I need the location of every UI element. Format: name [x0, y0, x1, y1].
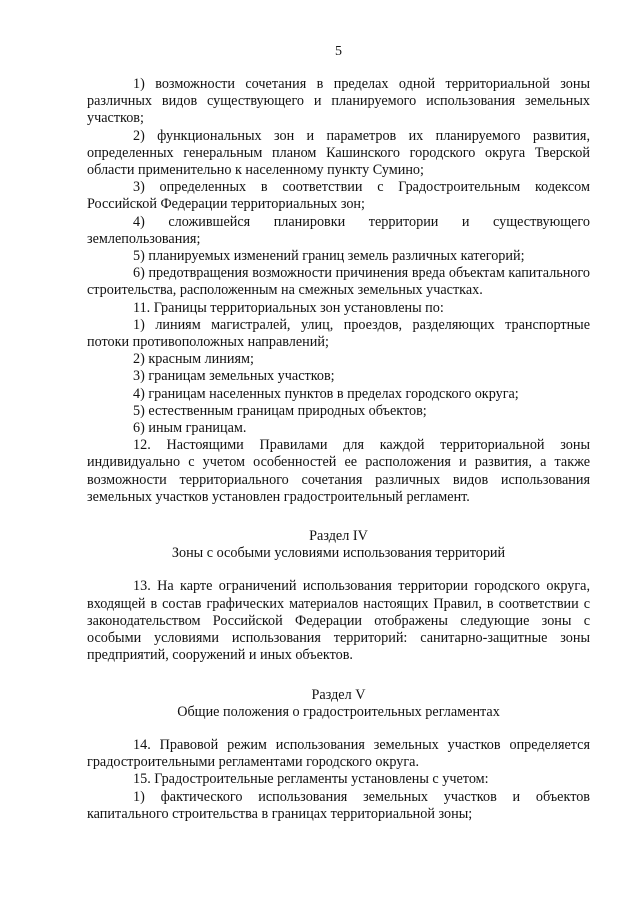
paragraph: 2) красным линиям;	[133, 351, 254, 368]
paragraph: 14. Правовой режим использования земельных участков определяется градостроительными регламентами городского округа.	[87, 736, 590, 771]
paragraph: 15. Градостроительные регламенты установлены с учетом:	[133, 771, 489, 788]
paragraph: 3) границам земельных участков;	[133, 368, 335, 385]
section-title: Общие положения о градостроительных регламентах	[177, 703, 500, 720]
paragraph: 4) сложившейся планировки территории и существующего землепользования;	[87, 213, 590, 247]
paragraph: 1) возможности сочетания в пределах одной территориальной зоны различных видов существующего и планируемого использования земельных участков;	[87, 76, 590, 127]
section-label: Раздел IV	[309, 528, 368, 545]
paragraph: 3) определенных в соответствии с Градостроительным кодексом Российской Федерации территориальных зон;	[87, 179, 590, 213]
paragraph: 4) границам населенных пунктов в пределах городского округа;	[133, 385, 519, 402]
paragraph: 6) предотвращения возможности причинения вреда объектам капитального строительства, расположенным на смежных земельных участках.	[87, 265, 590, 299]
paragraph: 2) функциональных зон и параметров их планируемого развития, определенных генеральным планом Кашинского городского округа Тверской области применительно к населенному пункту Сумино;	[87, 127, 590, 179]
paragraph: 12. Настоящими Правилами для каждой территориальной зоны индивидуально с учетом особенностей ее расположения и развития, а также возможности территориального сочетания различных видов использования земельных участков установлен градостроительный регламент.	[87, 437, 590, 505]
paragraph: 5) естественным границам природных объектов;	[133, 402, 427, 419]
paragraph: 1) фактического использования земельных участков и объектов капитального строительства в границах территориальной зоны;	[87, 788, 590, 822]
paragraph: 13. На карте ограничений использования территории городского округа, входящей в состав графических материалов настоящих Правил, в соответствии с законодательством Российской Федерации отображены следующие зоны с особыми условиями использования территорий: санитарно-защитные зоны предприятий, сооружений и иных объектов.	[87, 578, 590, 664]
section-iv	[87, 528, 590, 664]
paragraph: 1) линиям магистралей, улиц, проездов, разделяющих транспортные потоки противоположных направлений;	[87, 316, 590, 351]
section-label: Раздел V	[311, 686, 366, 703]
paragraph-block-intro	[87, 76, 590, 506]
section-title: Зоны с особыми условиями использования территорий	[171, 545, 506, 562]
paragraph: 11. Границы территориальных зон установлены по:	[133, 299, 444, 316]
paragraph: 6) иным границам.	[133, 420, 247, 437]
paragraph: 5) планируемых изменений границ земель различных категорий;	[133, 248, 525, 265]
section-v	[87, 687, 590, 823]
page-number: 5	[335, 44, 342, 59]
